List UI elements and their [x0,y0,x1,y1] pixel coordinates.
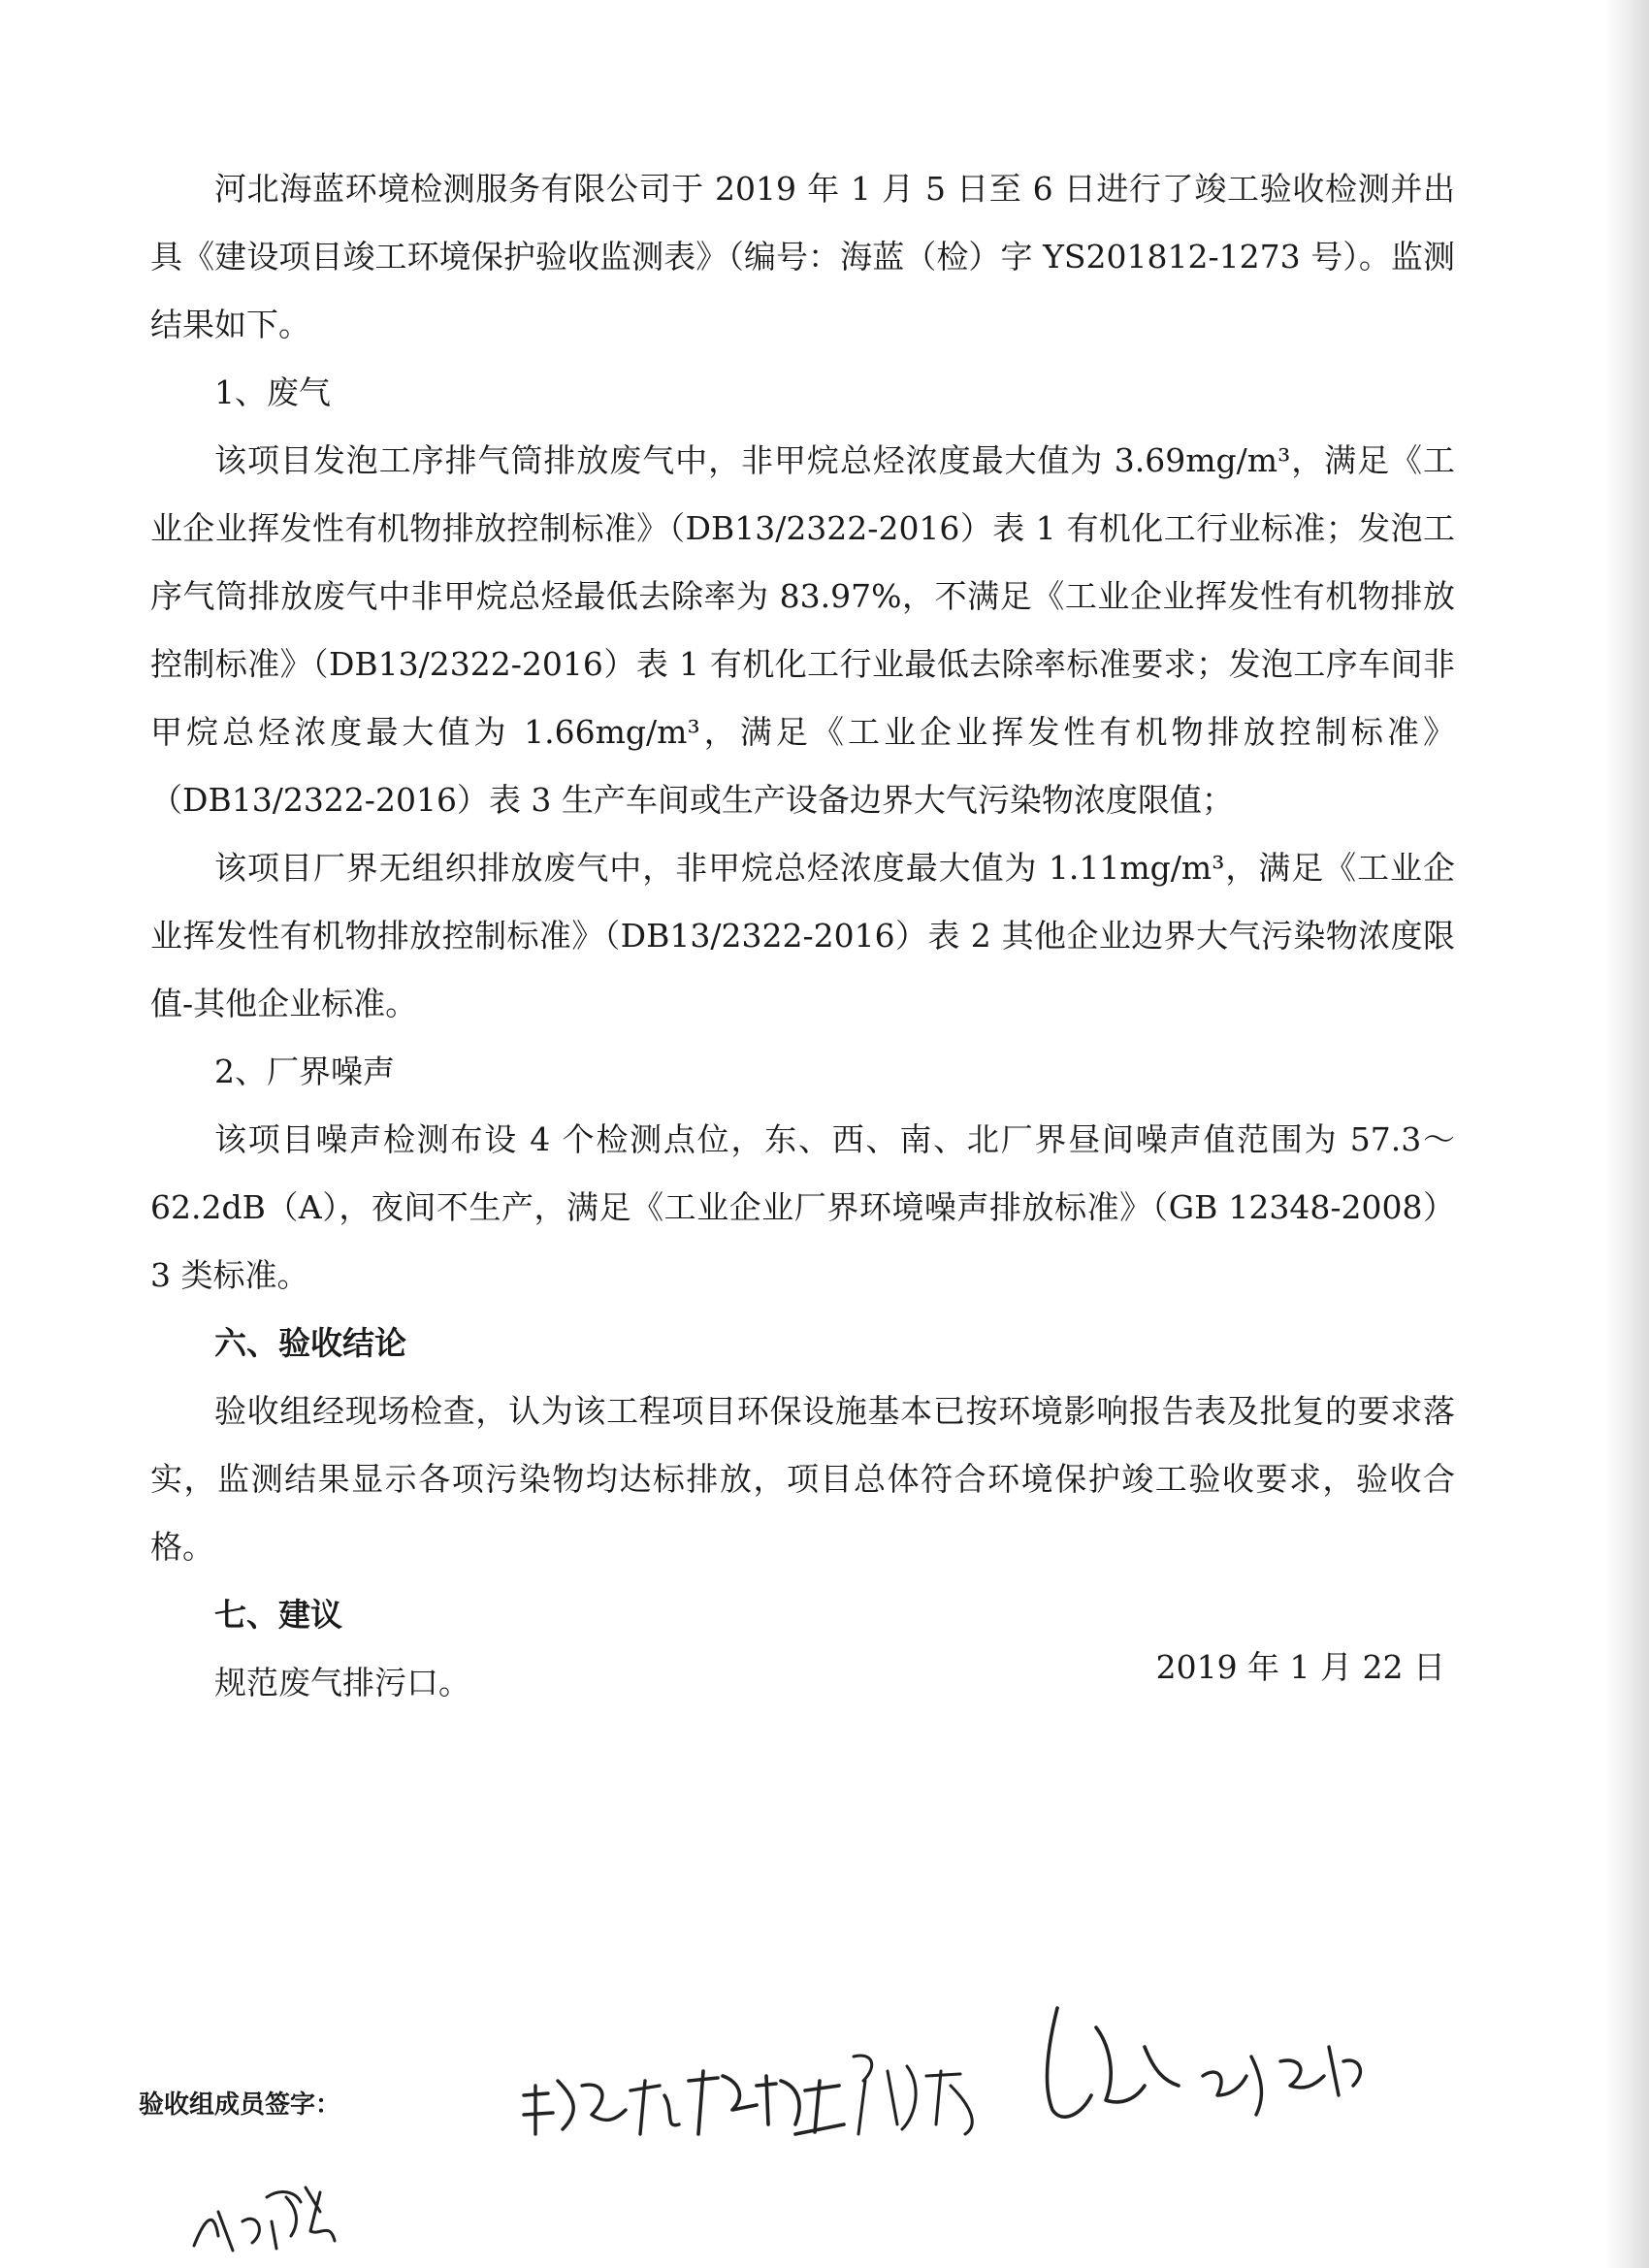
exhaust-paragraph-1: 该项目发泡工序排气筒排放废气中，非甲烷总烃浓度最大值为 3.69mg/m³，满足《工业企业挥发性有机物排放控制标准》（DB13/2322-2016）表 1 有机化工行业标准；发泡工序气筒排放废气中非甲烷总烃最低去除率为 83.97%，不满足《工业企业挥发性有机物排放控制标准》（DB13/2322-2016）表 1 有机化工行业最低去除率标准要求；发泡工序车间非甲烷总烃浓度最大值为 1.66mg/m³，满足《工业企业挥发性有机物排放控制标准》（DB13/2322-2016）表 3 生产车间或生产设备边界大气污染物浓度限值； [150,441,1455,819]
scan-edge-shadow [1604,0,1649,2268]
document-body [150,155,1455,1717]
section-heading-conclusion: 六、验收结论 [214,1324,406,1362]
signature-label: 验收组成员签字： [139,2090,341,2120]
signature-5 [1048,2008,1179,2117]
signature-4 [854,2056,972,2134]
noise-paragraph: 该项目噪声检测布设 4 个检测点位，东、西、南、北厂界昼间噪声值范围为 57.3～62.2dB（A），夜间不生产，满足《工业企业厂界环境噪声排放标准》（GB 12348-2008）3 类标准。 [150,1120,1455,1294]
section-heading-exhaust: 1、废气 [214,373,331,411]
signature-6 [1203,2047,1360,2115]
handwritten-signatures [175,1989,1474,2260]
document-date: 2019 年 1 月 22 日 [1155,1648,1445,1686]
signature-1 [194,2187,335,2251]
intro-paragraph: 河北海蓝环境检测服务有限公司于 2019 年 1 月 5 日至 6 日进行了竣工验收检测并出具《建设项目竣工环境保护验收监测表》（编号：海蓝（检）字 YS201812-1273 号）。监测结果如下。 [150,170,1455,343]
section-heading-suggestion: 七、建议 [214,1596,342,1634]
suggestion-paragraph: 规范废气排污口。 [214,1664,470,1701]
signature-2 [524,2081,679,2134]
exhaust-paragraph-2: 该项目厂界无组织排放废气中，非甲烷总烃浓度最大值为 1.11mg/m³，满足《工业企业挥发性有机物排放控制标准》（DB13/2322-2016）表 2 其他企业边界大气污染物浓度限值-其他企业标准。 [150,849,1455,1022]
section-heading-noise: 2、厂界噪声 [214,1053,395,1090]
signature-3 [689,2071,844,2134]
conclusion-paragraph: 验收组经现场检查，认为该工程项目环保设施基本已按环境影响报告表及批复的要求落实，监测结果显示各项污染物均达标排放，项目总体符合环境保护竣工验收要求，验收合格。 [150,1392,1455,1566]
